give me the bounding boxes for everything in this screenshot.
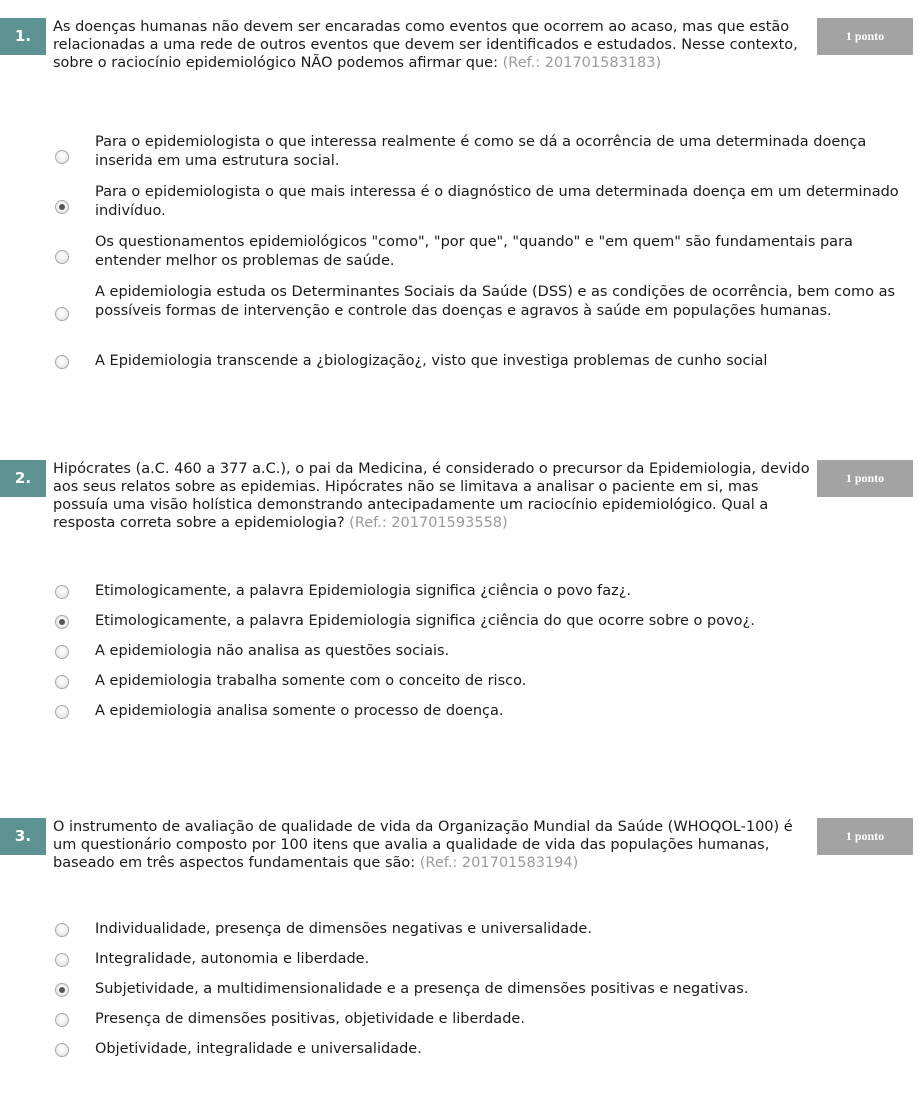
option-label: Para o epidemiologista o que mais interessa é o diagnóstico de uma determinada doença em um determinado indivíduo. — [95, 184, 899, 219]
question-1 — [0, 18, 919, 369]
question-number-badge: 1. — [0, 18, 46, 55]
option-label: A Epidemiologia transcende a ¿biologização¿, visto que investiga problemas de cunho social — [95, 353, 768, 369]
radio-button-selected[interactable] — [55, 200, 69, 214]
radio-button[interactable] — [55, 1013, 69, 1027]
question-ref: (Ref.: 201701593558) — [349, 515, 508, 531]
question-text — [53, 460, 813, 532]
radio-button[interactable] — [55, 355, 69, 369]
points-badge: 1 ponto — [817, 460, 913, 497]
question-statement: O instrumento de avaliação de qualidade de vida da Organização Mundial da Saúde (WHOQOL-100) é um questionário composto por 100 itens que avalia a qualidade de vida das populações humanas, baseado em três aspectos fundamentais que são: — [53, 819, 793, 871]
question-header — [0, 818, 919, 922]
radio-button-selected[interactable] — [55, 983, 69, 997]
question-3 — [0, 818, 919, 1057]
option-label: Presença de dimensões positivas, objetividade e liberdade. — [95, 1011, 525, 1027]
question-statement: As doenças humanas não devem ser encaradas como eventos que ocorrem ao acaso, mas que estão relacionadas a uma rede de outros eventos que devem ser identificados e estudados. Nesse contexto, sobre o raciocínio epidemiológico NÃO podemos afirmar que: — [53, 19, 798, 71]
question-2 — [0, 460, 919, 719]
option-label: Integralidade, autonomia e liberdade. — [95, 951, 370, 967]
option-label: Objetividade, integralidade e universalidade. — [95, 1041, 422, 1057]
option-label: Individualidade, presença de dimensões negativas e universalidade. — [95, 921, 592, 937]
option-label: A epidemiologia estuda os Determinantes Sociais da Saúde (DSS) e as condições de ocorrência, bem como as possíveis formas de intervenção e controle das doenças e agravos à saúde em populações humanas. — [95, 284, 896, 319]
question-header — [0, 18, 919, 122]
option-label: Etimologicamente, a palavra Epidemiologia significa ¿ciência o povo faz¿. — [95, 583, 632, 599]
radio-button[interactable] — [55, 307, 69, 321]
option-label: A epidemiologia não analisa as questões sociais. — [95, 643, 450, 659]
radio-button[interactable] — [55, 953, 69, 967]
question-number-badge: 2. — [0, 460, 46, 497]
question-text — [53, 18, 813, 72]
question-number-badge: 3. — [0, 818, 46, 855]
radio-button[interactable] — [55, 585, 69, 599]
radio-button[interactable] — [55, 705, 69, 719]
option-label: Etimologicamente, a palavra Epidemiologia significa ¿ciência do que ocorre sobre o povo¿. — [95, 613, 755, 629]
question-ref: (Ref.: 201701583183) — [502, 55, 662, 71]
radio-button[interactable] — [55, 645, 69, 659]
option-label: Subjetividade, a multidimensionalidade e a presença de dimensões positivas e negativas. — [95, 981, 749, 997]
radio-button[interactable] — [55, 150, 69, 164]
radio-button[interactable] — [55, 923, 69, 937]
radio-button[interactable] — [55, 675, 69, 689]
option-label: A epidemiologia analisa somente o processo de doença. — [95, 703, 504, 719]
points-badge: 1 ponto — [817, 18, 913, 55]
points-badge: 1 ponto — [817, 818, 913, 855]
radio-button[interactable] — [55, 1043, 69, 1057]
option-label: A epidemiologia trabalha somente com o conceito de risco. — [95, 673, 527, 689]
option-label: Para o epidemiologista o que interessa realmente é como se dá a ocorrência de uma determinada doença inserida em uma estrutura social. — [95, 134, 867, 169]
question-text — [53, 818, 813, 872]
radio-button-selected[interactable] — [55, 615, 69, 629]
option-label: Os questionamentos epidemiológicos "como", "por que", "quando" e "em quem" são fundamentais para entender melhor os problemas de saúde. — [95, 234, 853, 269]
radio-button[interactable] — [55, 250, 69, 264]
question-ref: (Ref.: 201701583194) — [419, 855, 579, 871]
question-header — [0, 460, 919, 564]
question-statement: Hipócrates (a.C. 460 a 377 a.C.), o pai da Medicina, é considerado o precursor da Epidemiologia, devido aos seus relatos sobre as epidemias. Hipócrates não se limitava a analisar o paciente em si, mas possuía uma visão holística demonstrando antecipadamente um raciocínio epidemiológico. Qual a resposta correta sobre a epidemiologia? — [53, 461, 810, 531]
